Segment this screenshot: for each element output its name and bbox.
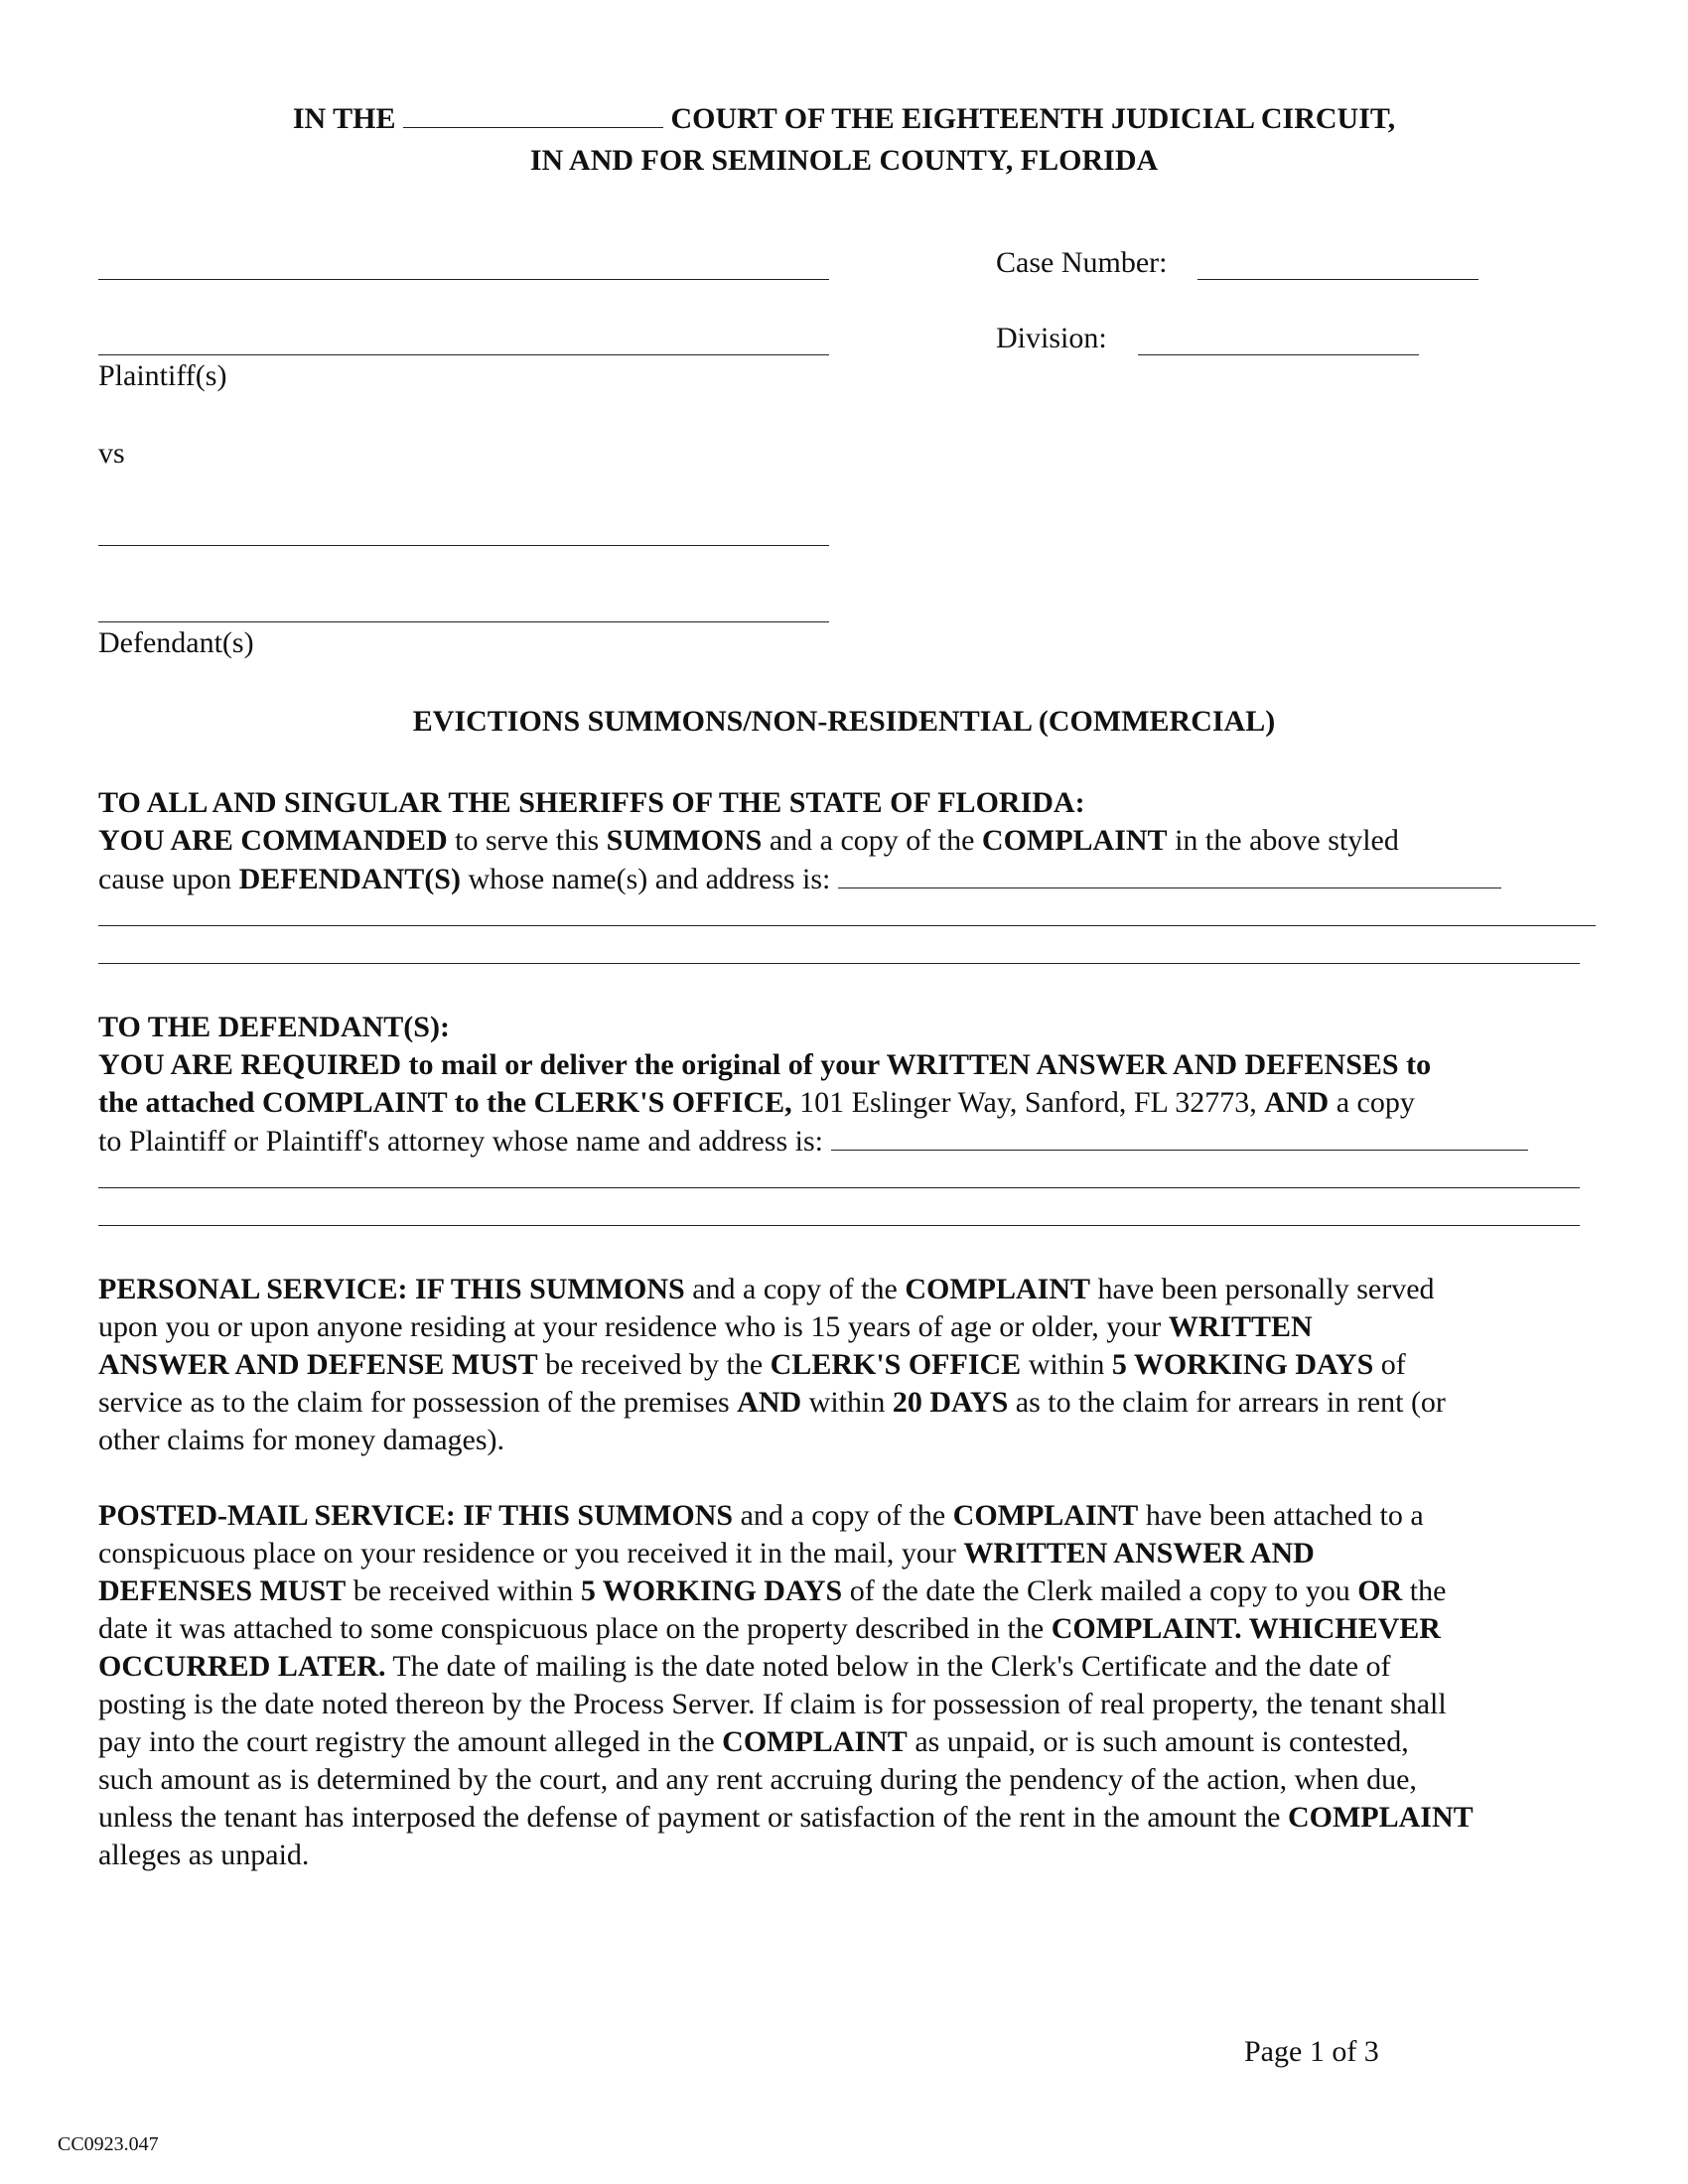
posted-line-9: unless the tenant has interposed the defense of payment or satisfaction of the rent in the amount the COMPLAINT bbox=[98, 1801, 1474, 1834]
attorney-address-field-3[interactable] bbox=[98, 1197, 1580, 1226]
personal-service-section bbox=[98, 1271, 1600, 1459]
posted-line-5: OCCURRED LATER. The date of mailing is the date noted below in the Clerk's Certificate and the date of bbox=[98, 1650, 1391, 1683]
defendant-label: Defendant(s) bbox=[98, 626, 254, 659]
posted-line-3: DEFENSES MUST be received within 5 WORKING DAYS of the date the Clerk mailed a copy to you OR the bbox=[98, 1574, 1447, 1607]
personal-line-1: PERSONAL SERVICE: IF THIS SUMMONS and a copy of the COMPLAINT have been personally served bbox=[98, 1273, 1435, 1305]
attorney-address-field-1[interactable] bbox=[831, 1122, 1528, 1151]
posted-line-8: such amount as is determined by the court, and any rent accruing during the pendency of the action, when due, bbox=[98, 1763, 1417, 1796]
division-field[interactable] bbox=[1138, 354, 1419, 355]
vs-label: vs bbox=[98, 437, 125, 470]
personal-line-2: upon you or upon anyone residing at your residence who is 15 years of age or older, your WRITTEN bbox=[98, 1310, 1313, 1343]
sheriffs-heading: TO ALL AND SINGULAR THE SHERIFFS OF THE STATE OF FLORIDA: bbox=[98, 786, 1085, 819]
defendant-heading: TO THE DEFENDANT(S): bbox=[98, 1011, 450, 1043]
defendant-line-2[interactable] bbox=[98, 621, 829, 622]
court-header-line-1: IN THE COURT OF THE EIGHTEENTH JUDICIAL CIRCUIT, bbox=[0, 99, 1688, 138]
posted-line-6: posting is the date noted thereon by the Process Server. If claim is for possession of real property, the tenant shall bbox=[98, 1688, 1447, 1720]
posted-line-10: alleges as unpaid. bbox=[98, 1839, 310, 1871]
page-number: Page 1 of 3 bbox=[1244, 2035, 1379, 2068]
sheriffs-line-1: YOU ARE COMMANDED to serve this SUMMONS and a copy of the COMPLAINT in the above styled bbox=[98, 824, 1399, 857]
document-title: EVICTIONS SUMMONS/NON-RESIDENTIAL (COMMERCIAL) bbox=[412, 705, 1276, 738]
court-header-line-2: IN AND FOR SEMINOLE COUNTY, FLORIDA bbox=[529, 144, 1159, 177]
case-number-label: Case Number: bbox=[996, 246, 1168, 279]
plaintiff-line-1[interactable] bbox=[98, 279, 829, 280]
defendant-section bbox=[98, 1009, 1600, 1235]
personal-line-4: service as to the claim for possession of the premises AND within 20 DAYS as to the claim for arrears in rent (or bbox=[98, 1386, 1446, 1419]
defendant-line-1[interactable] bbox=[98, 545, 829, 546]
court-name-blank[interactable] bbox=[403, 99, 663, 128]
sheriffs-line-2: cause upon DEFENDANT(S) whose name(s) and address is: bbox=[98, 860, 1600, 897]
posted-line-7: pay into the court registry the amount alleged in the COMPLAINT as unpaid, or is such amount is contested, bbox=[98, 1725, 1409, 1758]
posted-line-2: conspicuous place on your residence or you received it in the mail, your WRITTEN ANSWER AND bbox=[98, 1537, 1315, 1570]
sheriffs-section bbox=[98, 784, 1600, 973]
posted-line-1: POSTED-MAIL SERVICE: IF THIS SUMMONS and a copy of the COMPLAINT have been attached to a bbox=[98, 1499, 1424, 1532]
case-number-field[interactable] bbox=[1197, 279, 1478, 280]
personal-line-3: ANSWER AND DEFENSE MUST be received by the CLERK'S OFFICE within 5 WORKING DAYS of bbox=[98, 1348, 1406, 1381]
posted-mail-service-section bbox=[98, 1497, 1600, 1874]
defendant-address-field-2[interactable] bbox=[98, 897, 1596, 926]
defendant-line-2: the attached COMPLAINT to the CLERK'S OFFICE, 101 Eslinger Way, Sanford, FL 32773, AND a copy bbox=[98, 1086, 1415, 1119]
defendant-address-field-1[interactable] bbox=[838, 860, 1501, 888]
division-label: Division: bbox=[996, 322, 1107, 354]
form-code: CC0923.047 bbox=[58, 2133, 159, 2155]
attorney-address-field-2[interactable] bbox=[98, 1160, 1580, 1188]
defendant-line-3: to Plaintiff or Plaintiff's attorney whose name and address is: bbox=[98, 1122, 1600, 1160]
personal-line-5: other claims for money damages). bbox=[98, 1424, 505, 1456]
plaintiff-label: Plaintiff(s) bbox=[98, 359, 227, 392]
defendant-line-1: YOU ARE REQUIRED to mail or deliver the original of your WRITTEN ANSWER AND DEFENSES to bbox=[98, 1048, 1432, 1081]
defendant-address-field-3[interactable] bbox=[98, 935, 1580, 964]
posted-line-4: date it was attached to some conspicuous place on the property described in the COMPLAINT. WHICHEVER bbox=[98, 1612, 1441, 1645]
plaintiff-line-2[interactable] bbox=[98, 354, 829, 355]
